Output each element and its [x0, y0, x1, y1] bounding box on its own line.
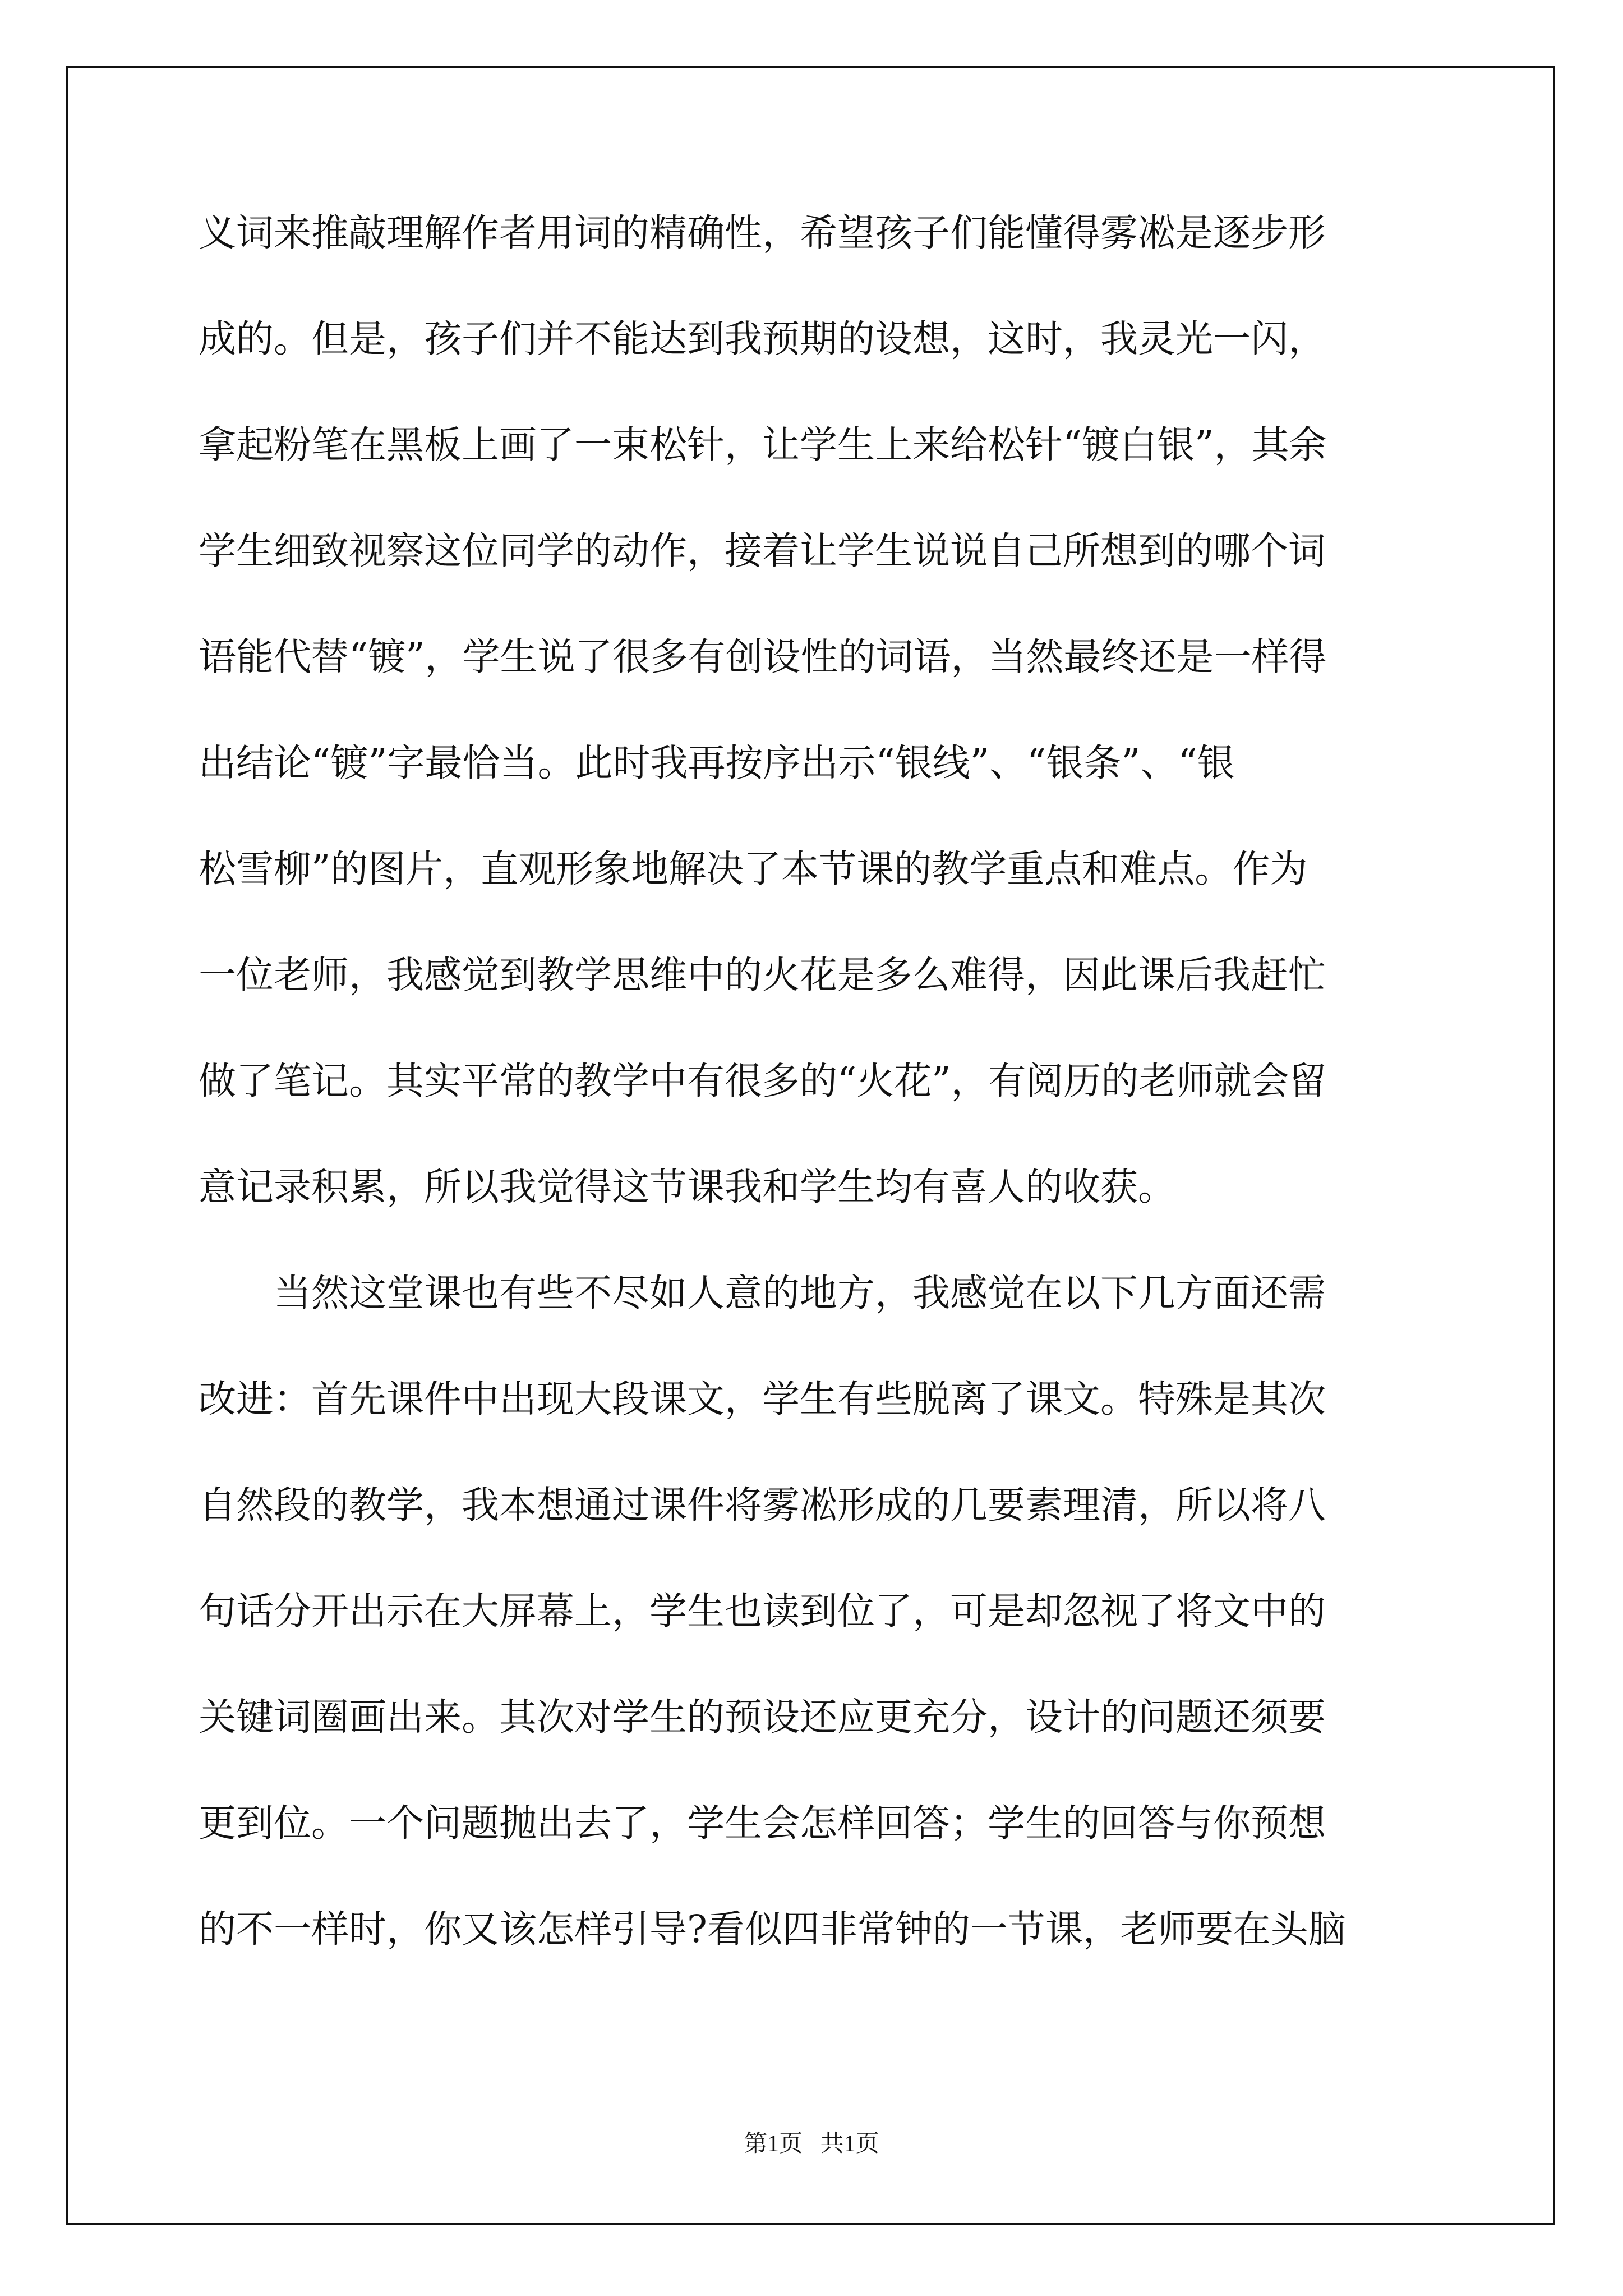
- text-line: 做了笔记。其实平常的教学中有很多的“火花”，有阅历的老师就会留: [199, 1059, 1327, 1103]
- text-line: 出结论“镀”字最恰当。此时我再按序出示“银线”、“银条”、“银: [199, 741, 1235, 785]
- text-line: 关键词圈画出来。其次对学生的预设还应更充分，设计的问题还须要: [199, 1695, 1326, 1739]
- page-number-footer: 第1页 共1页: [744, 2131, 879, 2157]
- text-line: 一位老师，我感觉到教学思维中的火花是多么难得，因此课后我赶忙: [199, 953, 1326, 997]
- text-line: 改进：首先课件中出现大段课文，学生有些脱离了课文。特殊是其次: [199, 1377, 1326, 1421]
- text-line: 的不一样时，你又该怎样引导?看似四非常钟的一节课，老师要在头脑: [199, 1907, 1346, 1951]
- paragraph-first-line: 当然这堂课也有些不尽如人意的地方，我感觉在以下几方面还需: [274, 1271, 1326, 1315]
- text-line: 松雪柳”的图片，直观形象地解决了本节课的教学重点和难点。作为: [199, 847, 1308, 891]
- text-line: 成的。但是，孩子们并不能达到我预期的设想，这时，我灵光一闪，: [199, 317, 1326, 361]
- text-line: 语能代替“镀”，学生说了很多有创设性的词语，当然最终还是一样得: [199, 635, 1327, 679]
- text-line: 句话分开出示在大屏幕上，学生也读到位了，可是却忽视了将文中的: [199, 1589, 1326, 1633]
- text-line: 自然段的教学，我本想通过课件将雾凇形成的几要素理清，所以将八: [199, 1483, 1326, 1527]
- text-line: 更到位。一个问题抛出去了，学生会怎样回答；学生的回答与你预想: [199, 1801, 1326, 1845]
- text-line: 义词来推敲理解作者用词的精确性，希望孩子们能懂得雾凇是逐步形: [199, 211, 1326, 255]
- text-line: 拿起粉笔在黑板上画了一束松针，让学生上来给松针“镀白银”，其余: [199, 423, 1327, 467]
- text-line: 学生细致视察这位同学的动作，接着让学生说说自己所想到的哪个词: [199, 529, 1326, 573]
- page-border: [66, 66, 1555, 2225]
- text-line: 意记录积累，所以我觉得这节课我和学生均有喜人的收获。: [199, 1165, 1175, 1209]
